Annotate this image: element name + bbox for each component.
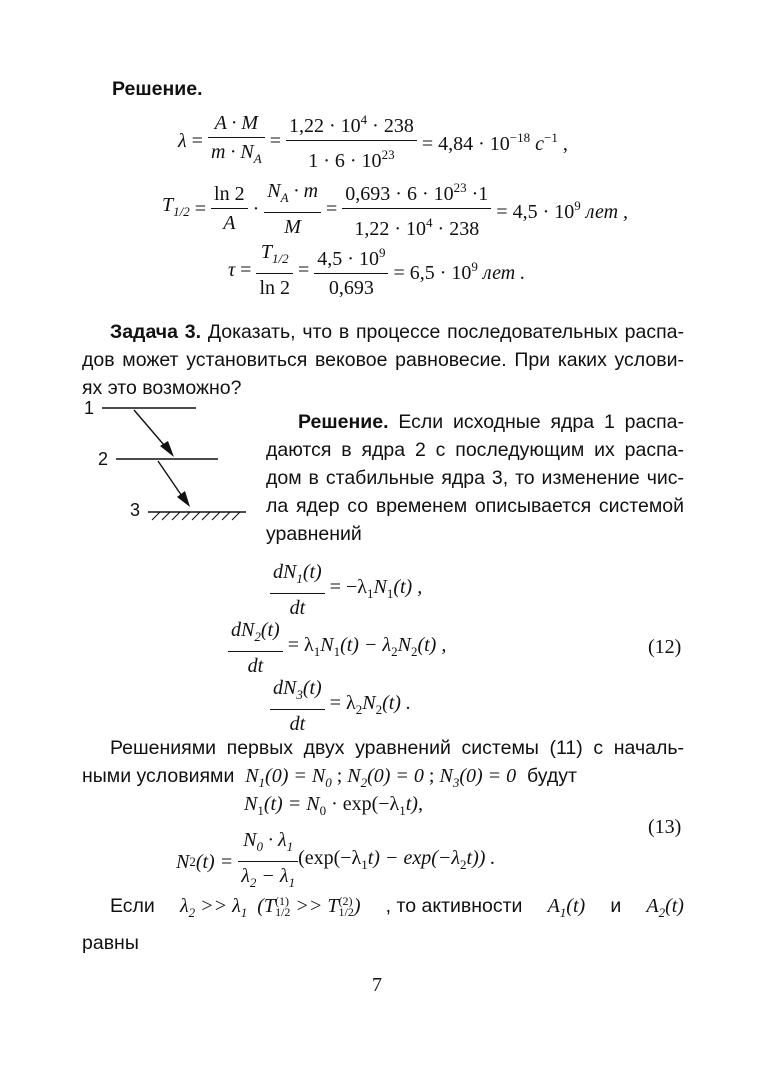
hatch-ground <box>152 512 240 520</box>
decay-scheme-diagram <box>82 396 252 524</box>
equation-dn3: $\frac{dN_3(t)}{dt}$ = $\lambda_2N_2(t)$ . <box>270 676 411 736</box>
page-number: 7 <box>372 974 382 996</box>
arrow-2-to-3 <box>158 461 190 507</box>
level-2-label: 2 <box>98 449 109 469</box>
task3-paragraph: Задача 3. Доказать, что в процессе последовательных распа- дов может установиться вековое равновесие. При каких услови- ях это возможно? <box>82 321 684 399</box>
equation-half-life: $T_{1/2}$ = $\frac{\ln 2}{A}$ · $\frac{N_A \cdot m}{M}$ = $\frac{0,693 \cdot 6 \cdot 10^{23} \cdot 1}{1,22 \cdot 10^4 \cdot 238}$ = $4,5 \cdot 10^9$ лет , <box>162 176 628 241</box>
fraction-na-m: $\frac{N_A \cdot m}{M}$ <box>264 179 321 239</box>
level-1-label: 1 <box>84 398 95 418</box>
fraction-numeric-t: $\frac{0,693 \cdot 6 \cdot 10^{23} \cdot 1}{1,22 \cdot 10^4 \cdot 238}$ <box>342 176 491 241</box>
equation-n2-solution: N 2 (t) = $\frac{N_0 \cdot \lambda_1}{\lambda_2 - \lambda_1}$ $(\exp(-\lambda_1t) - \exp(-\lambda_2t))$ . <box>176 829 496 890</box>
fraction-numeric-tau: $\frac{4,5 \cdot 10^9}{0,693}$ <box>314 241 388 300</box>
solution-heading: Решение. <box>112 78 203 100</box>
lambda-symbol: λ <box>178 129 187 152</box>
equation-number-13: (13) <box>648 816 682 838</box>
equation-tau: τ = $\frac{T_{1/2}}{\ln 2}$ = $\frac{4,5 \cdot 10^9}{0,693}$ = $6,5 \cdot 10^9$ лет . <box>228 241 526 299</box>
equation-lambda: λ = $\frac{A \cdot M}{m \cdot N_A}$ = $\frac{1,22 \cdot 10^4 \cdot 238}{1 \cdot 6 \cdot 10^{23}}$ = $4,84 \cdot 10^{-18}$ $c^{-1}$ , <box>178 108 568 173</box>
fraction-am-mna: $\frac{A \cdot M}{m \cdot N_A}$ <box>208 111 265 171</box>
solutions-paragraph: Решениями первых двух уравнений системы (11) с началь- ными условиями $N_1(0) = N_0$ ; $N_2(0) = 0$ ; $N_3(0) = 0$ будут <box>82 737 684 790</box>
equation-n1-solution: $N_1(t) = N_0 \cdot \exp(-\lambda_1t)$, <box>244 793 423 818</box>
level-3-label: 3 <box>130 500 141 520</box>
condition-paragraph: Если $\lambda_2 >> \lambda_1$ (T (1) 1/2 >> T (2) 1/2 ) , то активности $A_1(t)$ и $A_2(t)$ равны <box>82 894 684 954</box>
task3-title: Задача 3. <box>110 321 202 343</box>
equation-dn1: $\frac{dN_1(t)}{dt}$ = $-\lambda_1N_1(t)$ , <box>270 560 422 620</box>
fraction-t-ln2: $\frac{T_{1/2}}{\ln 2}$ <box>256 240 293 300</box>
arrow-1-to-2 <box>134 410 174 457</box>
fraction-numeric: $\frac{1,22 \cdot 10^4 \cdot 238}{1 \cdot 6 \cdot 10^{23}}$ <box>286 108 417 173</box>
solution2-heading: Решение. <box>298 411 389 433</box>
equation-number-12: (12) <box>648 636 682 658</box>
equation-dn2: $\frac{dN_2(t)}{dt}$ = $\lambda_1N_1(t) - \lambda_2N_2(t)$ , <box>228 618 446 678</box>
solution2-paragraph: Решение. Если исходные ядра 1 распа- даются в ядра 2 с последующим их распа- дом в стабильные ядра 3, то изменение чис- ла ядер со временем описывается системой уравнений <box>266 411 684 545</box>
fraction-ln2-a: $\frac{\ln 2}{A}$ <box>211 182 248 235</box>
